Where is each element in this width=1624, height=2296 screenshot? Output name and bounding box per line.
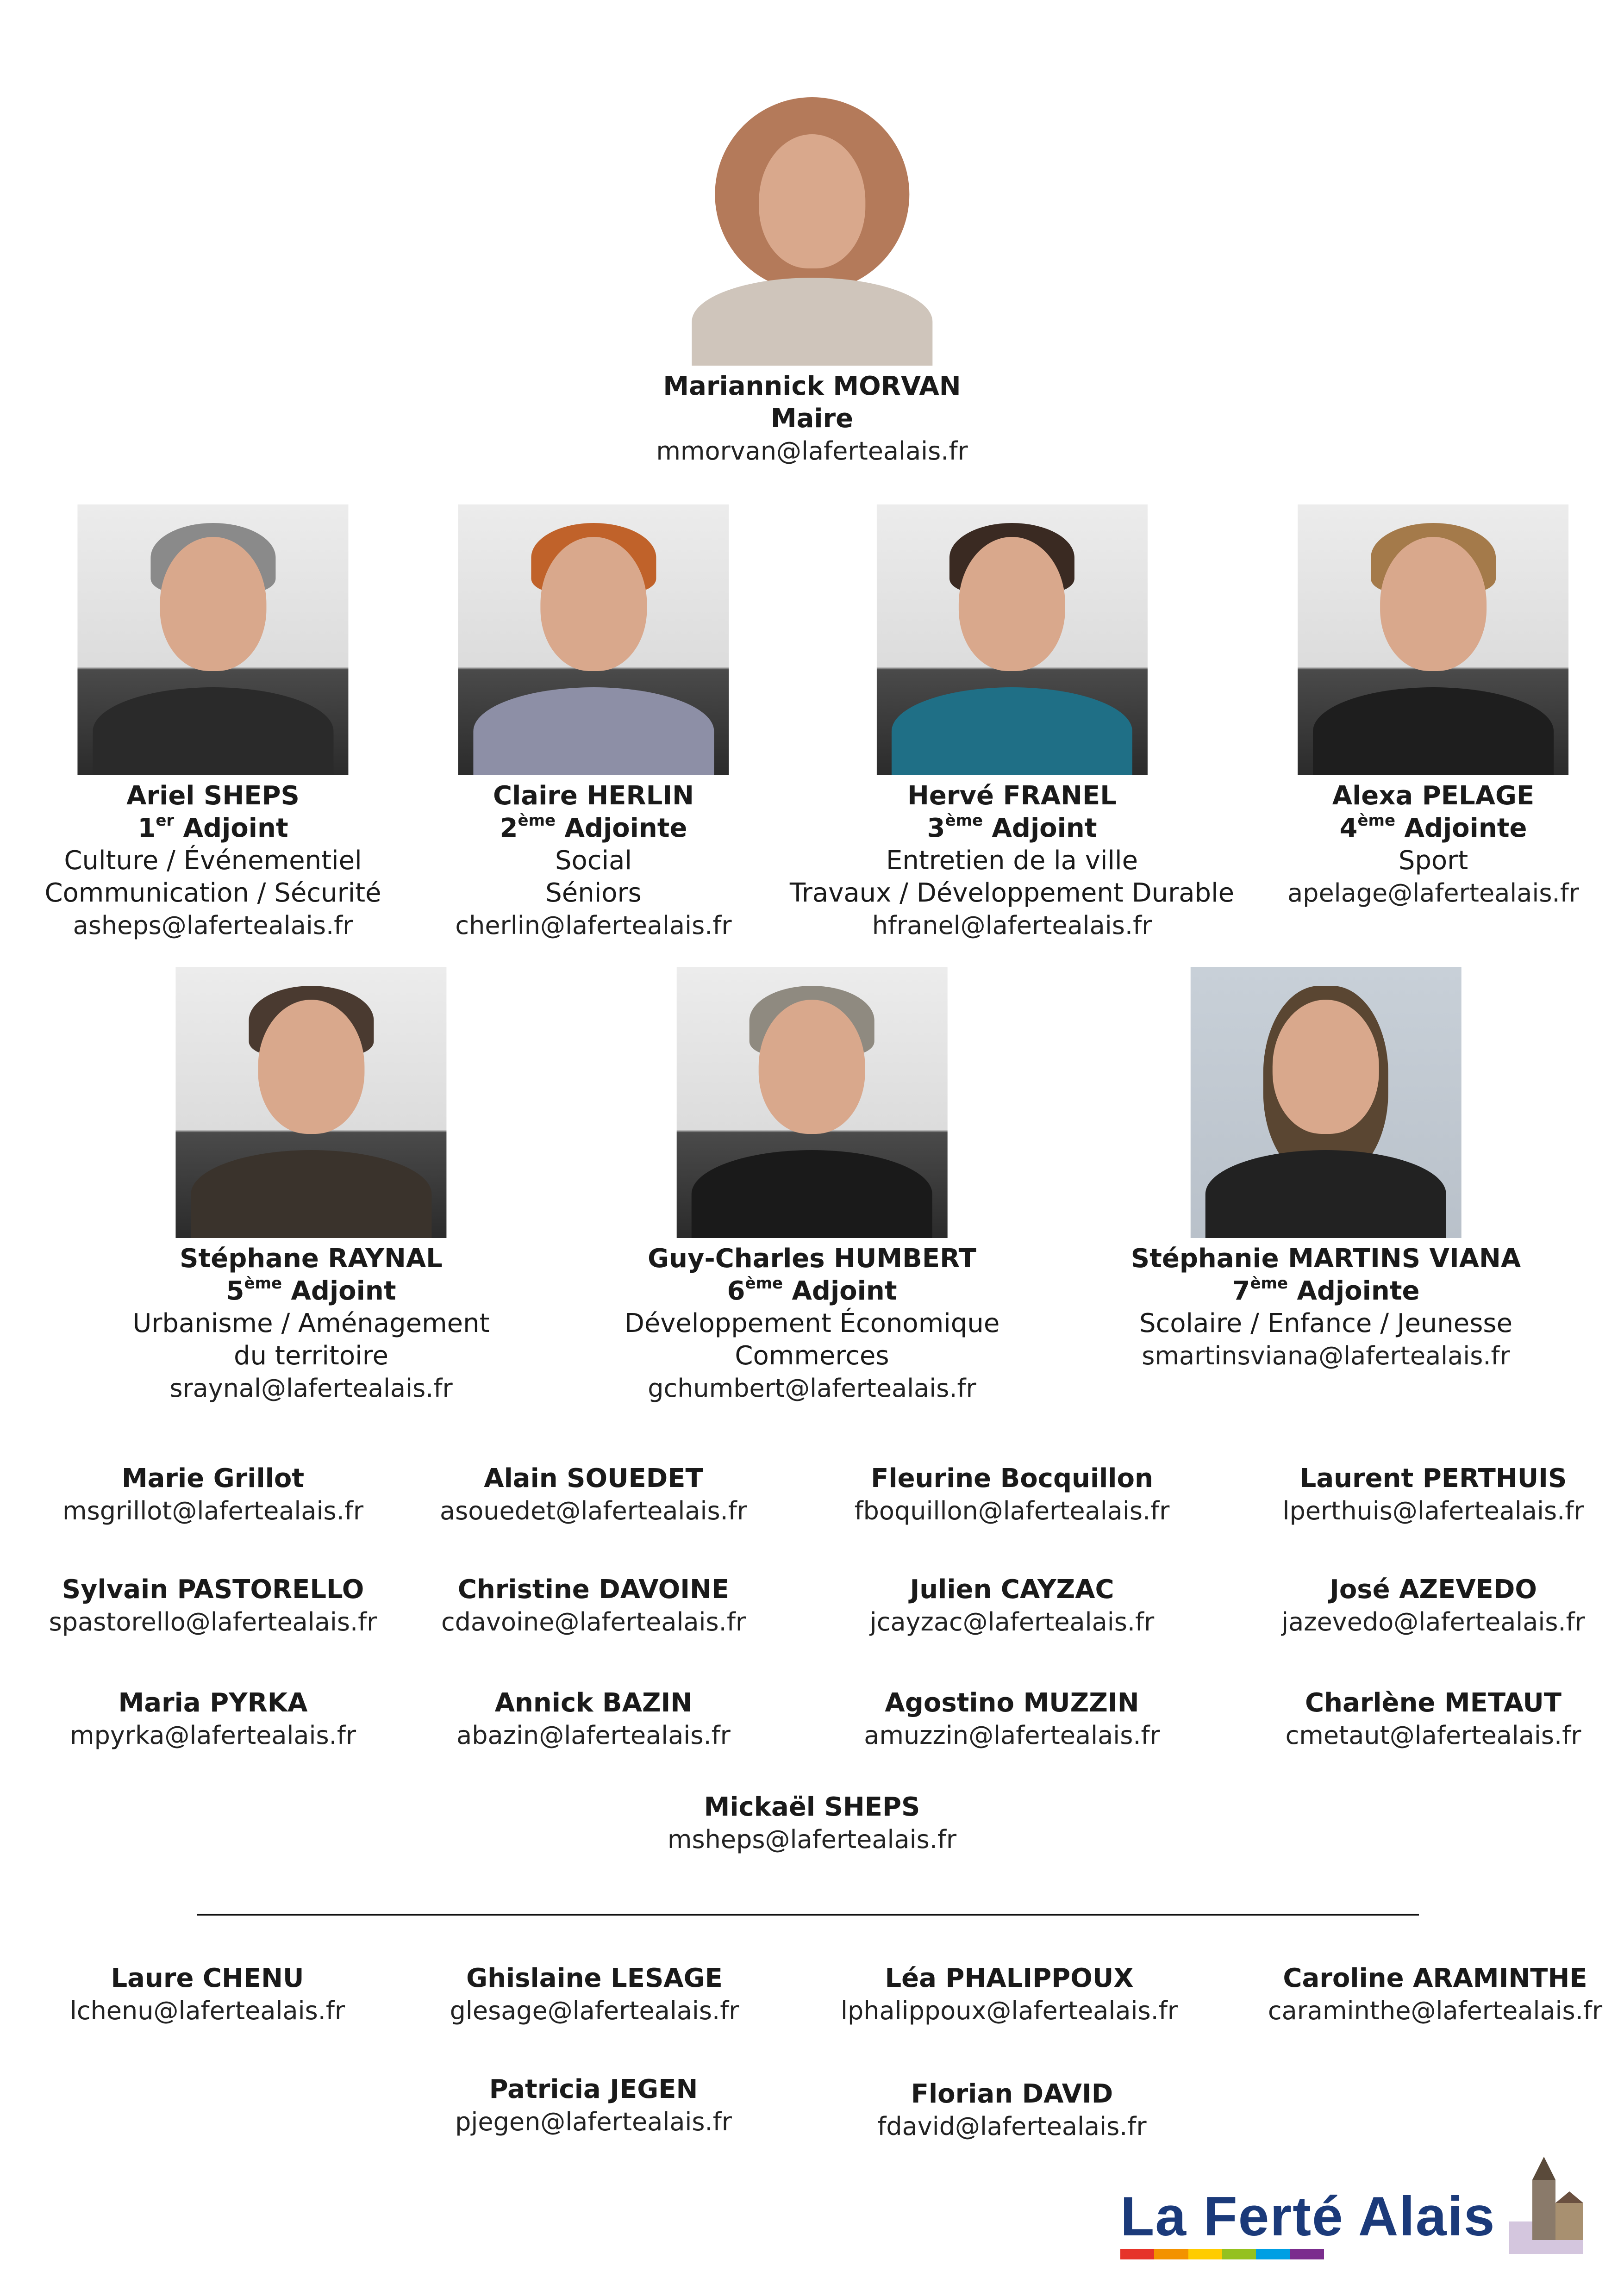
adjoint-role: 7ème Adjointe [1232,1274,1420,1306]
councillor-name: Marie Grillot [121,1463,305,1493]
mayor-card [656,79,968,467]
councillor [456,1687,731,1752]
councillor-email[interactable]: amuzzin@lafertealais.fr [864,1721,1160,1750]
adjoint-photo [176,967,447,1238]
member-email[interactable]: lphalippoux@lafertealais.fr [841,1996,1178,2025]
councillor [441,1574,746,1638]
adjoint-delegation: Social [555,846,632,876]
councillor-name: Charlène METAUT [1305,1688,1562,1718]
adjoint-delegation: Urbanisme / Aménagement [132,1308,490,1338]
adjoint-role: 5ème Adjoint [226,1274,396,1306]
adjoint-photo [78,504,349,775]
adjoint-email[interactable]: hfranel@lafertealais.fr [872,911,1152,940]
councillor-name: Mickaël SHEPS [704,1792,920,1822]
adjoint-delegation: Commerces [735,1341,889,1371]
councillor-name: Sylvain PASTORELLO [62,1574,364,1605]
church-icon [1500,2152,1593,2259]
adjoint-photo [458,504,729,775]
councillor [70,1687,356,1752]
member-name: Florian DAVID [911,2079,1113,2109]
adjoint-delegation: Communication / Sécurité [44,878,381,908]
mayor-name: Mariannick MORVAN [663,371,961,401]
logo-text: La Ferté Alais [1120,2185,1496,2247]
adjoint-email[interactable]: apelage@lafertealais.fr [1287,878,1579,908]
councillor [62,1462,363,1527]
adjoint-delegation: du territoire [234,1341,388,1371]
adjoint-email[interactable]: sraynal@lafertealais.fr [169,1374,453,1403]
opposition-member [1268,1962,1602,2027]
councillor-email[interactable]: cmetaut@lafertealais.fr [1285,1721,1581,1750]
adjoint-card [625,967,1000,1405]
adjoint-delegation: Entretien de la ville [886,846,1138,876]
councillor-name: Alain SOUEDET [484,1463,703,1493]
adjoint-email[interactable]: cherlin@lafertealais.fr [455,911,732,940]
section-divider [197,1914,1419,1916]
adjoint-role: 3ème Adjoint [927,811,1097,843]
councillor-name: Laurent PERTHUIS [1299,1463,1567,1493]
adjoint-name: Hervé FRANEL [907,781,1117,811]
member-email[interactable]: caraminthe@lafertealais.fr [1268,1996,1603,2025]
member-email[interactable]: lchenu@lafertealais.fr [69,1996,345,2025]
opposition-member [450,1962,739,2027]
councillor-email[interactable]: fboquillon@lafertealais.fr [854,1496,1170,1525]
adjoint-delegation: Sport [1398,846,1468,876]
councillor [864,1687,1160,1752]
councillor-email[interactable]: spastorello@lafertealais.fr [49,1607,377,1636]
mayor-email[interactable]: mmorvan@lafertealais.fr [656,436,968,466]
adjoint-photo [676,967,947,1238]
councillor [1282,1462,1584,1527]
councillor [440,1462,747,1527]
opposition-member [455,2073,732,2138]
adjoint-name: Alexa PELAGE [1332,781,1535,811]
member-name: Ghislaine LESAGE [466,1963,723,1993]
opposition-member [70,1962,345,2027]
councillor-name: Julien CAYZAC [910,1574,1114,1605]
adjoint-card [44,504,381,942]
councillor-email[interactable]: lperthuis@lafertealais.fr [1282,1496,1584,1525]
logo-color-bar [1120,2249,1324,2259]
councillor [870,1574,1155,1638]
adjoint-card [790,504,1234,942]
member-name: Laure CHENU [111,1963,304,1993]
mayor-role: Maire [770,404,854,434]
councillor [855,1462,1170,1527]
councillor [1281,1574,1585,1638]
councillor-name: José AZEVEDO [1330,1574,1537,1605]
adjoint-delegation: Scolaire / Enfance / Jeunesse [1139,1308,1513,1338]
adjoint-name: Stéphane RAYNAL [180,1244,443,1274]
adjoint-delegation: Travaux / Développement Durable [789,878,1235,908]
member-name: Patricia JEGEN [489,2074,698,2104]
opposition-member [841,1962,1178,2027]
opposition-member [877,2078,1146,2143]
adjoint-name: Stéphanie MARTINS VIANA [1131,1244,1521,1274]
adjoint-delegation: Séniors [545,878,642,908]
adjoint-name: Ariel SHEPS [126,781,300,811]
town-logo [1120,2152,1611,2268]
councillor-email[interactable]: abazin@lafertealais.fr [456,1721,731,1750]
adjoint-email[interactable]: asheps@lafertealais.fr [73,911,353,940]
councillor-name: Agostino MUZZIN [885,1688,1139,1718]
adjoint-role: 2ème Adjointe [500,811,687,843]
adjoint-name: Guy-Charles HUMBERT [648,1244,976,1274]
member-email[interactable]: glesage@lafertealais.fr [450,1996,739,2025]
mayor-photo [668,79,956,366]
adjoint-card [1287,504,1579,909]
adjoint-delegation: Culture / Événementiel [64,846,362,876]
adjoint-email[interactable]: gchumbert@lafertealais.fr [648,1374,976,1403]
councillor-email[interactable]: cdavoine@lafertealais.fr [441,1607,746,1636]
councillor-email[interactable]: asouedet@lafertealais.fr [439,1496,748,1525]
adjoint-name: Claire HERLIN [493,781,694,811]
councillor-email[interactable]: jazevedo@lafertealais.fr [1281,1607,1585,1636]
adjoint-delegation: Développement Économique [624,1308,1000,1338]
councillor [49,1574,377,1638]
councillor-email[interactable]: jcayzac@lafertealais.fr [869,1607,1155,1636]
councillor [1286,1687,1581,1752]
councillor-email[interactable]: mpyrka@lafertealais.fr [69,1721,356,1750]
adjoint-role: 4ème Adjointe [1339,811,1527,843]
adjoint-card [132,967,489,1405]
councillor-name: Maria PYRKA [118,1688,308,1718]
councillor-name: Annick BAZIN [494,1688,693,1718]
councillor [668,1791,956,1856]
member-email[interactable]: fdavid@lafertealais.fr [877,2112,1147,2141]
member-email[interactable]: pjegen@lafertealais.fr [455,2107,732,2136]
adjoint-role: 1er Adjoint [137,811,288,843]
councillor-email[interactable]: msheps@lafertealais.fr [667,1825,957,1854]
adjoint-photo [1191,967,1462,1238]
adjoint-photo [877,504,1148,775]
councillor-email[interactable]: msgrillot@lafertealais.fr [62,1496,364,1525]
councillor-name: Fleurine Bocquillon [871,1463,1153,1493]
adjoint-role: 6ème Adjoint [727,1274,897,1306]
adjoint-card [455,504,731,942]
member-name: Caroline ARAMINTHE [1283,1963,1587,1993]
councillor-name: Christine DAVOINE [457,1574,730,1605]
adjoint-photo [1298,504,1569,775]
member-name: Léa PHALIPPOUX [885,1963,1134,1993]
adjoint-card [1131,967,1521,1372]
adjoint-email[interactable]: smartinsviana@lafertealais.fr [1142,1341,1510,1370]
